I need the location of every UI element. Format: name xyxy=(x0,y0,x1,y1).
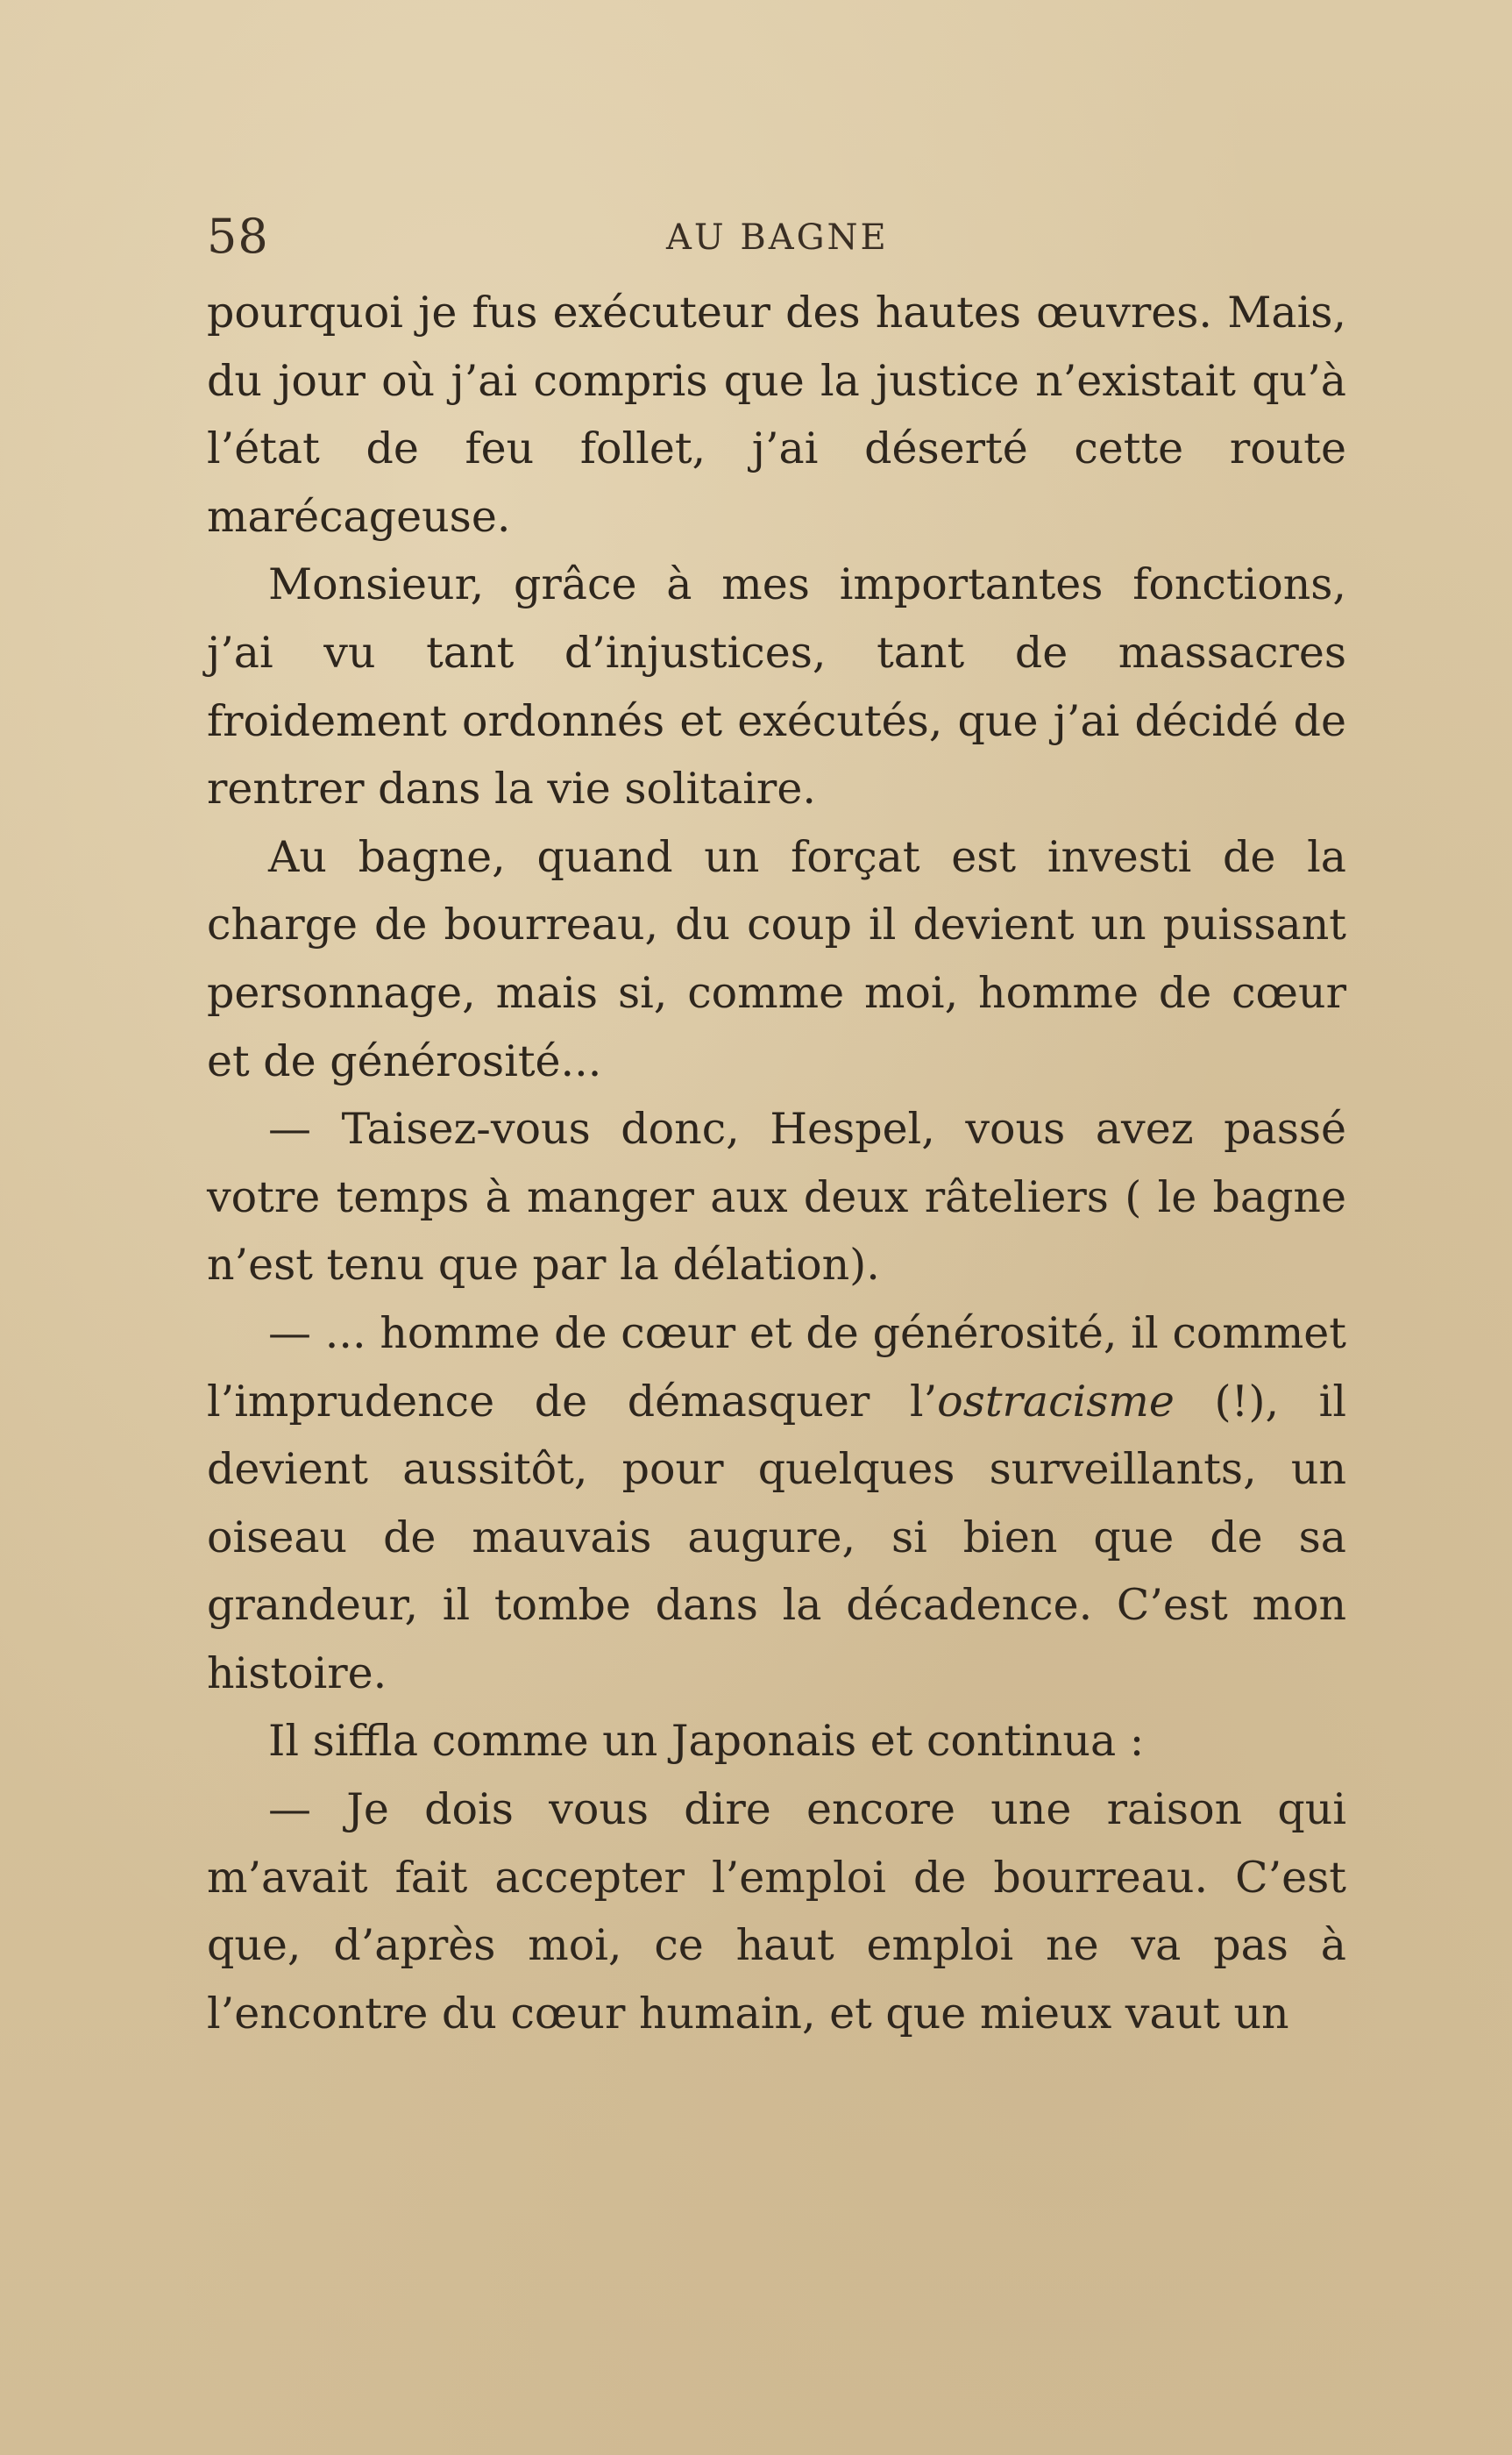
paragraph-5 xyxy=(207,1299,1346,1708)
body-text xyxy=(207,279,1346,2047)
paragraph-1: pourquoi je fus exécuteur des hautes œuvres. Mais, du jour où j’ai compris que la justice n’existait qu’à l’état de feu follet, j’ai déserté cette route marécageuse. xyxy=(207,288,1346,542)
paragraph-5-part-2: (!), il devient aussitôt, pour quelques surveillants, un oiseau de mauvais augure, si bien que de sa grandeur, il tombe dans la décadence. C’est mon histoire. xyxy=(207,1376,1347,1698)
paragraph-5-part-1: — ... homme de cœur et de générosité, il commet l’imprudence de démasquer l’ xyxy=(207,1307,1346,1427)
paragraph-2: Monsieur, grâce à mes importantes fonctions, j’ai vu tant d’injustices, tant de massacres froidement ordonnés et exécutés, que j’ai décidé de rentrer dans la vie solitaire. xyxy=(207,559,1346,815)
running-title: AU BAGNE xyxy=(666,217,889,258)
page-number: 58 xyxy=(207,209,269,264)
paragraph-6: Il siffla comme un Japonais et continua : xyxy=(268,1716,1145,1767)
dialogue-interruption: — Taisez-vous donc, Hespel, vous avez passé votre temps à manger aux deux râteliers ( le bagne n’est tenu que par la délation). xyxy=(207,1104,1346,1291)
emphasized-word: ostracisme xyxy=(937,1376,1175,1427)
page-header xyxy=(0,209,1512,270)
paragraph-3: Au bagne, quand un forçat est investi de la charge de bourreau, du coup il devient un puissant personnage, mais si, comme moi, homme de cœur et de générosité... xyxy=(207,831,1346,1086)
paragraph-7: — Je dois vous dire encore une raison qui m’avait fait accepter l’emploi de bourreau. C’est que, d’après moi, ce haut emploi ne va pas à l’encontre du cœur humain, et que mieux vaut un xyxy=(207,1784,1346,2039)
